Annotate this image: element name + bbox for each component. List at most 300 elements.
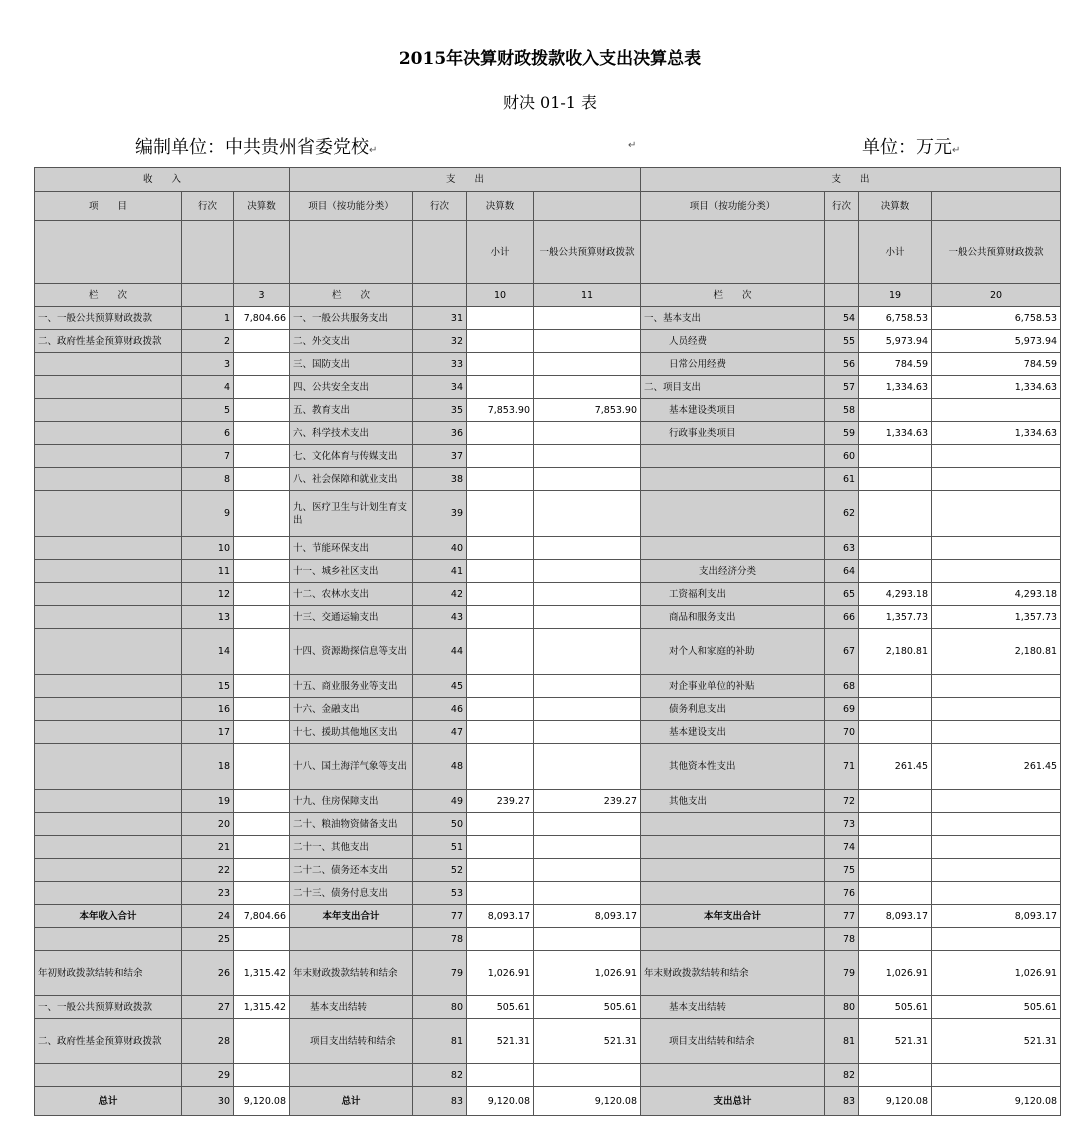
row-number: 61 — [825, 468, 859, 491]
row-number: 45 — [413, 675, 467, 698]
expenditure-econ-subtotal: 1,357.73 — [859, 606, 932, 629]
row-number: 12 — [182, 583, 234, 606]
expenditure-general-budget: 505.61 — [534, 996, 641, 1019]
column-header — [932, 192, 1061, 221]
row-number: 17 — [182, 721, 234, 744]
row-number: 39 — [413, 491, 467, 537]
expenditure-general-budget — [534, 353, 641, 376]
column-header: 行次 — [413, 192, 467, 221]
header-row-index — [35, 284, 1061, 307]
expenditure-econ-item — [641, 491, 825, 537]
table-row — [35, 491, 1061, 537]
expenditure-general-budget: 9,120.08 — [534, 1087, 641, 1116]
expenditure-econ-item: 人员经费 — [641, 330, 825, 353]
income-amount — [234, 468, 290, 491]
expenditure-econ-subtotal — [859, 698, 932, 721]
expenditure-econ-general-budget: 1,026.91 — [932, 951, 1061, 996]
expenditure-econ-item: 一、基本支出 — [641, 307, 825, 330]
expenditure-econ-general-budget — [932, 560, 1061, 583]
income-amount — [234, 422, 290, 445]
expenditure-func-item: 年末财政拨款结转和结余 — [290, 951, 413, 996]
row-number: 16 — [182, 698, 234, 721]
expenditure-subtotal — [467, 376, 534, 399]
expenditure-econ-general-budget: 5,973.94 — [932, 330, 1061, 353]
expenditure-econ-subtotal — [859, 468, 932, 491]
table-row — [35, 744, 1061, 790]
income-item — [35, 399, 182, 422]
expenditure-func-item: 十七、援助其他地区支出 — [290, 721, 413, 744]
row-number: 80 — [825, 996, 859, 1019]
income-item — [35, 928, 182, 951]
row-number: 2 — [182, 330, 234, 353]
row-number: 73 — [825, 813, 859, 836]
row-number: 74 — [825, 836, 859, 859]
expenditure-econ-item: 商品和服务支出 — [641, 606, 825, 629]
expenditure-general-budget — [534, 882, 641, 905]
expenditure-econ-general-budget — [932, 675, 1061, 698]
income-item — [35, 353, 182, 376]
row-number: 67 — [825, 629, 859, 675]
income-amount — [234, 859, 290, 882]
expenditure-subtotal — [467, 836, 534, 859]
expenditure-general-budget — [534, 629, 641, 675]
income-amount: 7,804.66 — [234, 307, 290, 330]
income-item — [35, 376, 182, 399]
row-number: 57 — [825, 376, 859, 399]
expenditure-subtotal — [467, 928, 534, 951]
header-row-sections — [35, 168, 1061, 192]
header-row-columns — [35, 192, 1061, 221]
expenditure-general-budget — [534, 744, 641, 790]
expenditure-econ-general-budget — [932, 859, 1061, 882]
expenditure-econ-general-budget: 521.31 — [932, 1019, 1061, 1064]
expenditure-econ-general-budget — [932, 1064, 1061, 1087]
column-header: 行次 — [825, 192, 859, 221]
expenditure-econ-item: 工资福利支出 — [641, 583, 825, 606]
income-amount: 9,120.08 — [234, 1087, 290, 1116]
table-row — [35, 606, 1061, 629]
expenditure-econ-general-budget — [932, 698, 1061, 721]
column-index: 11 — [534, 284, 641, 307]
amount-unit: 单位：万元↵ — [862, 137, 961, 158]
expenditure-subtotal — [467, 330, 534, 353]
row-number: 64 — [825, 560, 859, 583]
expenditure-econ-general-budget: 8,093.17 — [932, 905, 1061, 928]
row-number: 4 — [182, 376, 234, 399]
expenditure-subtotal — [467, 537, 534, 560]
table-row — [35, 307, 1061, 330]
expenditure-econ-general-budget: 4,293.18 — [932, 583, 1061, 606]
expenditure-econ-item: 基本建设支出 — [641, 721, 825, 744]
income-amount — [234, 445, 290, 468]
expenditure-subtotal — [467, 353, 534, 376]
expenditure-econ-item — [641, 1064, 825, 1087]
column-header: 项目（按功能分类） — [641, 192, 825, 221]
column-header: 一般公共预算财政拨款 — [534, 221, 641, 284]
expenditure-econ-subtotal — [859, 399, 932, 422]
expenditure-econ-item: 其他支出 — [641, 790, 825, 813]
expenditure-func-item — [290, 928, 413, 951]
table-row — [35, 537, 1061, 560]
expenditure-general-budget — [534, 537, 641, 560]
row-number: 58 — [825, 399, 859, 422]
table-row — [35, 813, 1061, 836]
expenditure-econ-subtotal: 261.45 — [859, 744, 932, 790]
row-number: 25 — [182, 928, 234, 951]
income-item — [35, 468, 182, 491]
column-header: 决算数 — [234, 192, 290, 221]
expenditure-func-item: 十五、商业服务业等支出 — [290, 675, 413, 698]
income-item — [35, 698, 182, 721]
expenditure-subtotal — [467, 698, 534, 721]
expenditure-general-budget — [534, 813, 641, 836]
income-header: 收 入 — [35, 168, 290, 192]
income-amount — [234, 675, 290, 698]
expenditure-general-budget — [534, 859, 641, 882]
row-number: 3 — [182, 353, 234, 376]
row-number: 18 — [182, 744, 234, 790]
income-item — [35, 1064, 182, 1087]
table-row — [35, 629, 1061, 675]
expenditure-econ-general-budget — [932, 468, 1061, 491]
row-number: 1 — [182, 307, 234, 330]
expenditure-func-item: 八、社会保障和就业支出 — [290, 468, 413, 491]
expenditure-subtotal: 521.31 — [467, 1019, 534, 1064]
expenditure-econ-item: 对企事业单位的补贴 — [641, 675, 825, 698]
expenditure-econ-item — [641, 859, 825, 882]
expenditure-subtotal: 9,120.08 — [467, 1087, 534, 1116]
column-label: 栏 次 — [290, 284, 413, 307]
table-row — [35, 1019, 1061, 1064]
expenditure-general-budget — [534, 1064, 641, 1087]
row-number: 34 — [413, 376, 467, 399]
expenditure-econ-general-budget: 261.45 — [932, 744, 1061, 790]
column-index: 19 — [859, 284, 932, 307]
expenditure-func-item: 一、一般公共服务支出 — [290, 307, 413, 330]
row-number: 15 — [182, 675, 234, 698]
expenditure-func-item: 十四、资源勘探信息等支出 — [290, 629, 413, 675]
row-number: 13 — [182, 606, 234, 629]
expenditure-general-budget — [534, 721, 641, 744]
expenditure-func-item — [290, 1064, 413, 1087]
expenditure-func-item: 十一、城乡社区支出 — [290, 560, 413, 583]
row-number: 72 — [825, 790, 859, 813]
expenditure-func-item: 十、节能环保支出 — [290, 537, 413, 560]
column-header: 行次 — [182, 192, 234, 221]
expenditure-general-budget: 7,853.90 — [534, 399, 641, 422]
expenditure-econ-general-budget: 2,180.81 — [932, 629, 1061, 675]
row-number: 11 — [182, 560, 234, 583]
expenditure-func-item: 二十一、其他支出 — [290, 836, 413, 859]
expenditure-general-budget — [534, 675, 641, 698]
expenditure-econ-subtotal: 505.61 — [859, 996, 932, 1019]
expenditure-func-item: 十三、交通运输支出 — [290, 606, 413, 629]
row-number: 80 — [413, 996, 467, 1019]
row-number: 7 — [182, 445, 234, 468]
expenditure-econ-subtotal: 2,180.81 — [859, 629, 932, 675]
expenditure-econ-subtotal — [859, 675, 932, 698]
expenditure-subtotal — [467, 882, 534, 905]
expenditure-func-item: 九、医疗卫生与计划生育支出 — [290, 491, 413, 537]
table-row — [35, 951, 1061, 996]
expenditure-econ-item — [641, 445, 825, 468]
expenditure-econ-general-budget — [932, 836, 1061, 859]
expenditure-subtotal — [467, 813, 534, 836]
expenditure-func-item: 二十三、债务付息支出 — [290, 882, 413, 905]
expenditure-econ-subtotal: 6,758.53 — [859, 307, 932, 330]
row-number: 26 — [182, 951, 234, 996]
row-number: 27 — [182, 996, 234, 1019]
income-amount — [234, 836, 290, 859]
expenditure-econ-subtotal — [859, 859, 932, 882]
table-row — [35, 882, 1061, 905]
expenditure-econ-subtotal — [859, 928, 932, 951]
row-number: 70 — [825, 721, 859, 744]
expenditure-econ-subtotal: 4,293.18 — [859, 583, 932, 606]
table-row — [35, 399, 1061, 422]
row-number: 24 — [182, 905, 234, 928]
row-number: 37 — [413, 445, 467, 468]
expenditure-func-item: 项目支出结转和结余 — [290, 1019, 413, 1064]
expenditure-subtotal — [467, 629, 534, 675]
expenditure-general-budget — [534, 836, 641, 859]
table-row — [35, 583, 1061, 606]
expenditure-econ-subtotal — [859, 445, 932, 468]
row-number: 44 — [413, 629, 467, 675]
expenditure-econ-item — [641, 537, 825, 560]
expenditure-subtotal — [467, 744, 534, 790]
expenditure-econ-general-budget — [932, 813, 1061, 836]
row-number: 33 — [413, 353, 467, 376]
paragraph-mark-icon: ↵ — [369, 145, 378, 156]
income-item — [35, 445, 182, 468]
expenditure-subtotal: 239.27 — [467, 790, 534, 813]
expenditure-subtotal — [467, 422, 534, 445]
table-row — [35, 698, 1061, 721]
expenditure-econ-general-budget — [932, 445, 1061, 468]
expenditure-general-budget: 239.27 — [534, 790, 641, 813]
expenditure-econ-general-budget: 9,120.08 — [932, 1087, 1061, 1116]
income-amount — [234, 606, 290, 629]
table-row — [35, 376, 1061, 399]
income-item — [35, 422, 182, 445]
row-number: 9 — [182, 491, 234, 537]
income-amount — [234, 376, 290, 399]
table-row — [35, 675, 1061, 698]
income-amount — [234, 928, 290, 951]
expenditure-econ-subtotal — [859, 721, 932, 744]
column-header: 项 目 — [35, 192, 182, 221]
row-number: 75 — [825, 859, 859, 882]
table-row — [35, 905, 1061, 928]
income-amount — [234, 629, 290, 675]
table-row — [35, 836, 1061, 859]
expenditure-func-item: 四、公共安全支出 — [290, 376, 413, 399]
report-subtitle: 财决 01-1 表 — [502, 93, 598, 112]
column-index: 20 — [932, 284, 1061, 307]
income-item: 一、一般公共预算财政拨款 — [35, 307, 182, 330]
expenditure-func-item: 基本支出结转 — [290, 996, 413, 1019]
expenditure-subtotal — [467, 721, 534, 744]
row-number: 77 — [413, 905, 467, 928]
column-index: 10 — [467, 284, 534, 307]
expenditure-econ-subtotal — [859, 560, 932, 583]
expenditure-econ-item — [641, 836, 825, 859]
paragraph-mark-icon: ↵ — [952, 145, 961, 156]
income-amount — [234, 353, 290, 376]
expenditure-econ-item: 行政事业类项目 — [641, 422, 825, 445]
expenditure-econ-general-budget: 505.61 — [932, 996, 1061, 1019]
expenditure-func-item: 二、外交支出 — [290, 330, 413, 353]
table-row — [35, 422, 1061, 445]
expenditure-econ-subtotal: 784.59 — [859, 353, 932, 376]
row-number: 5 — [182, 399, 234, 422]
income-item: 年初财政拨款结转和结余 — [35, 951, 182, 996]
row-number: 43 — [413, 606, 467, 629]
expenditure-func-item: 十八、国土海洋气象等支出 — [290, 744, 413, 790]
expenditure-subtotal: 7,853.90 — [467, 399, 534, 422]
income-amount — [234, 491, 290, 537]
income-amount: 1,315.42 — [234, 951, 290, 996]
expenditure-general-budget — [534, 560, 641, 583]
row-number: 82 — [413, 1064, 467, 1087]
expenditure-econ-subtotal — [859, 491, 932, 537]
row-number: 83 — [413, 1087, 467, 1116]
row-number: 79 — [825, 951, 859, 996]
expenditure-econ-general-budget: 1,357.73 — [932, 606, 1061, 629]
expenditure-econ-subtotal — [859, 813, 932, 836]
expenditure-econ-item: 基本建设类项目 — [641, 399, 825, 422]
expenditure-econ-general-budget: 6,758.53 — [932, 307, 1061, 330]
expenditure-subtotal — [467, 560, 534, 583]
row-number: 66 — [825, 606, 859, 629]
expenditure-econ-subtotal — [859, 537, 932, 560]
column-header: 小计 — [467, 221, 534, 284]
expenditure-subtotal — [467, 491, 534, 537]
income-item — [35, 491, 182, 537]
row-number: 48 — [413, 744, 467, 790]
expenditure-econ-subtotal: 8,093.17 — [859, 905, 932, 928]
income-amount — [234, 882, 290, 905]
expenditure-econ-item — [641, 813, 825, 836]
income-item — [35, 583, 182, 606]
row-number: 59 — [825, 422, 859, 445]
expenditure-subtotal — [467, 1064, 534, 1087]
row-number: 35 — [413, 399, 467, 422]
income-amount — [234, 790, 290, 813]
expenditure-econ-item: 年末财政拨款结转和结余 — [641, 951, 825, 996]
income-amount — [234, 813, 290, 836]
income-item — [35, 813, 182, 836]
expenditure-econ-general-budget: 1,334.63 — [932, 422, 1061, 445]
row-number: 52 — [413, 859, 467, 882]
column-label: 栏 次 — [35, 284, 182, 307]
income-amount — [234, 721, 290, 744]
income-amount — [234, 698, 290, 721]
expenditure-econ-subtotal: 1,334.63 — [859, 422, 932, 445]
income-amount — [234, 399, 290, 422]
expenditure-subtotal — [467, 583, 534, 606]
column-header: 决算数 — [467, 192, 534, 221]
expenditure-subtotal: 505.61 — [467, 996, 534, 1019]
row-number: 63 — [825, 537, 859, 560]
row-number: 21 — [182, 836, 234, 859]
reporting-unit: 编制单位：中共贵州省委党校↵ — [135, 137, 378, 158]
income-amount: 7,804.66 — [234, 905, 290, 928]
expenditure-econ-subtotal — [859, 790, 932, 813]
row-number: 41 — [413, 560, 467, 583]
expenditure-general-budget — [534, 583, 641, 606]
expenditure-func-item: 三、国防支出 — [290, 353, 413, 376]
expenditure-econ-general-budget — [932, 790, 1061, 813]
income-item: 二、政府性基金预算财政拨款 — [35, 330, 182, 353]
expenditure-econ-item: 对个人和家庭的补助 — [641, 629, 825, 675]
expenditure-general-budget — [534, 468, 641, 491]
row-number: 83 — [825, 1087, 859, 1116]
row-number: 20 — [182, 813, 234, 836]
expenditure-econ-subtotal — [859, 1064, 932, 1087]
expenditure-econ-item: 支出经济分类 — [641, 560, 825, 583]
header-row-sub — [35, 221, 1061, 284]
expenditure-general-budget: 8,093.17 — [534, 905, 641, 928]
row-number: 62 — [825, 491, 859, 537]
expenditure-header: 支 出 — [641, 168, 1061, 192]
expenditure-econ-item: 项目支出结转和结余 — [641, 1019, 825, 1064]
income-item — [35, 675, 182, 698]
income-item — [35, 882, 182, 905]
row-number: 40 — [413, 537, 467, 560]
expenditure-econ-general-budget — [932, 882, 1061, 905]
expenditure-subtotal — [467, 859, 534, 882]
income-item — [35, 836, 182, 859]
column-index: 3 — [234, 284, 290, 307]
paragraph-mark-icon: ↵ — [628, 140, 637, 151]
row-number: 32 — [413, 330, 467, 353]
expenditure-econ-general-budget: 1,334.63 — [932, 376, 1061, 399]
expenditure-econ-subtotal: 1,334.63 — [859, 376, 932, 399]
table-row — [35, 1087, 1061, 1116]
row-number: 6 — [182, 422, 234, 445]
row-number: 14 — [182, 629, 234, 675]
column-header — [534, 192, 641, 221]
expenditure-econ-item — [641, 882, 825, 905]
expenditure-econ-item: 支出总计 — [641, 1087, 825, 1116]
row-number: 47 — [413, 721, 467, 744]
expenditure-func-item: 七、文化体育与传媒支出 — [290, 445, 413, 468]
expenditure-econ-general-budget — [932, 928, 1061, 951]
expenditure-subtotal: 1,026.91 — [467, 951, 534, 996]
table-row — [35, 721, 1061, 744]
table-row — [35, 996, 1061, 1019]
row-number: 10 — [182, 537, 234, 560]
income-item: 本年收入合计 — [35, 905, 182, 928]
income-amount — [234, 560, 290, 583]
income-amount — [234, 537, 290, 560]
expenditure-func-item: 二十、粮油物资储备支出 — [290, 813, 413, 836]
expenditure-general-budget — [534, 445, 641, 468]
expenditure-econ-item: 其他资本性支出 — [641, 744, 825, 790]
row-number: 78 — [413, 928, 467, 951]
row-number: 81 — [413, 1019, 467, 1064]
row-number: 31 — [413, 307, 467, 330]
table-row — [35, 1064, 1061, 1087]
expenditure-subtotal — [467, 307, 534, 330]
table-row — [35, 560, 1061, 583]
expenditure-subtotal — [467, 445, 534, 468]
income-item — [35, 606, 182, 629]
row-number: 38 — [413, 468, 467, 491]
row-number: 79 — [413, 951, 467, 996]
